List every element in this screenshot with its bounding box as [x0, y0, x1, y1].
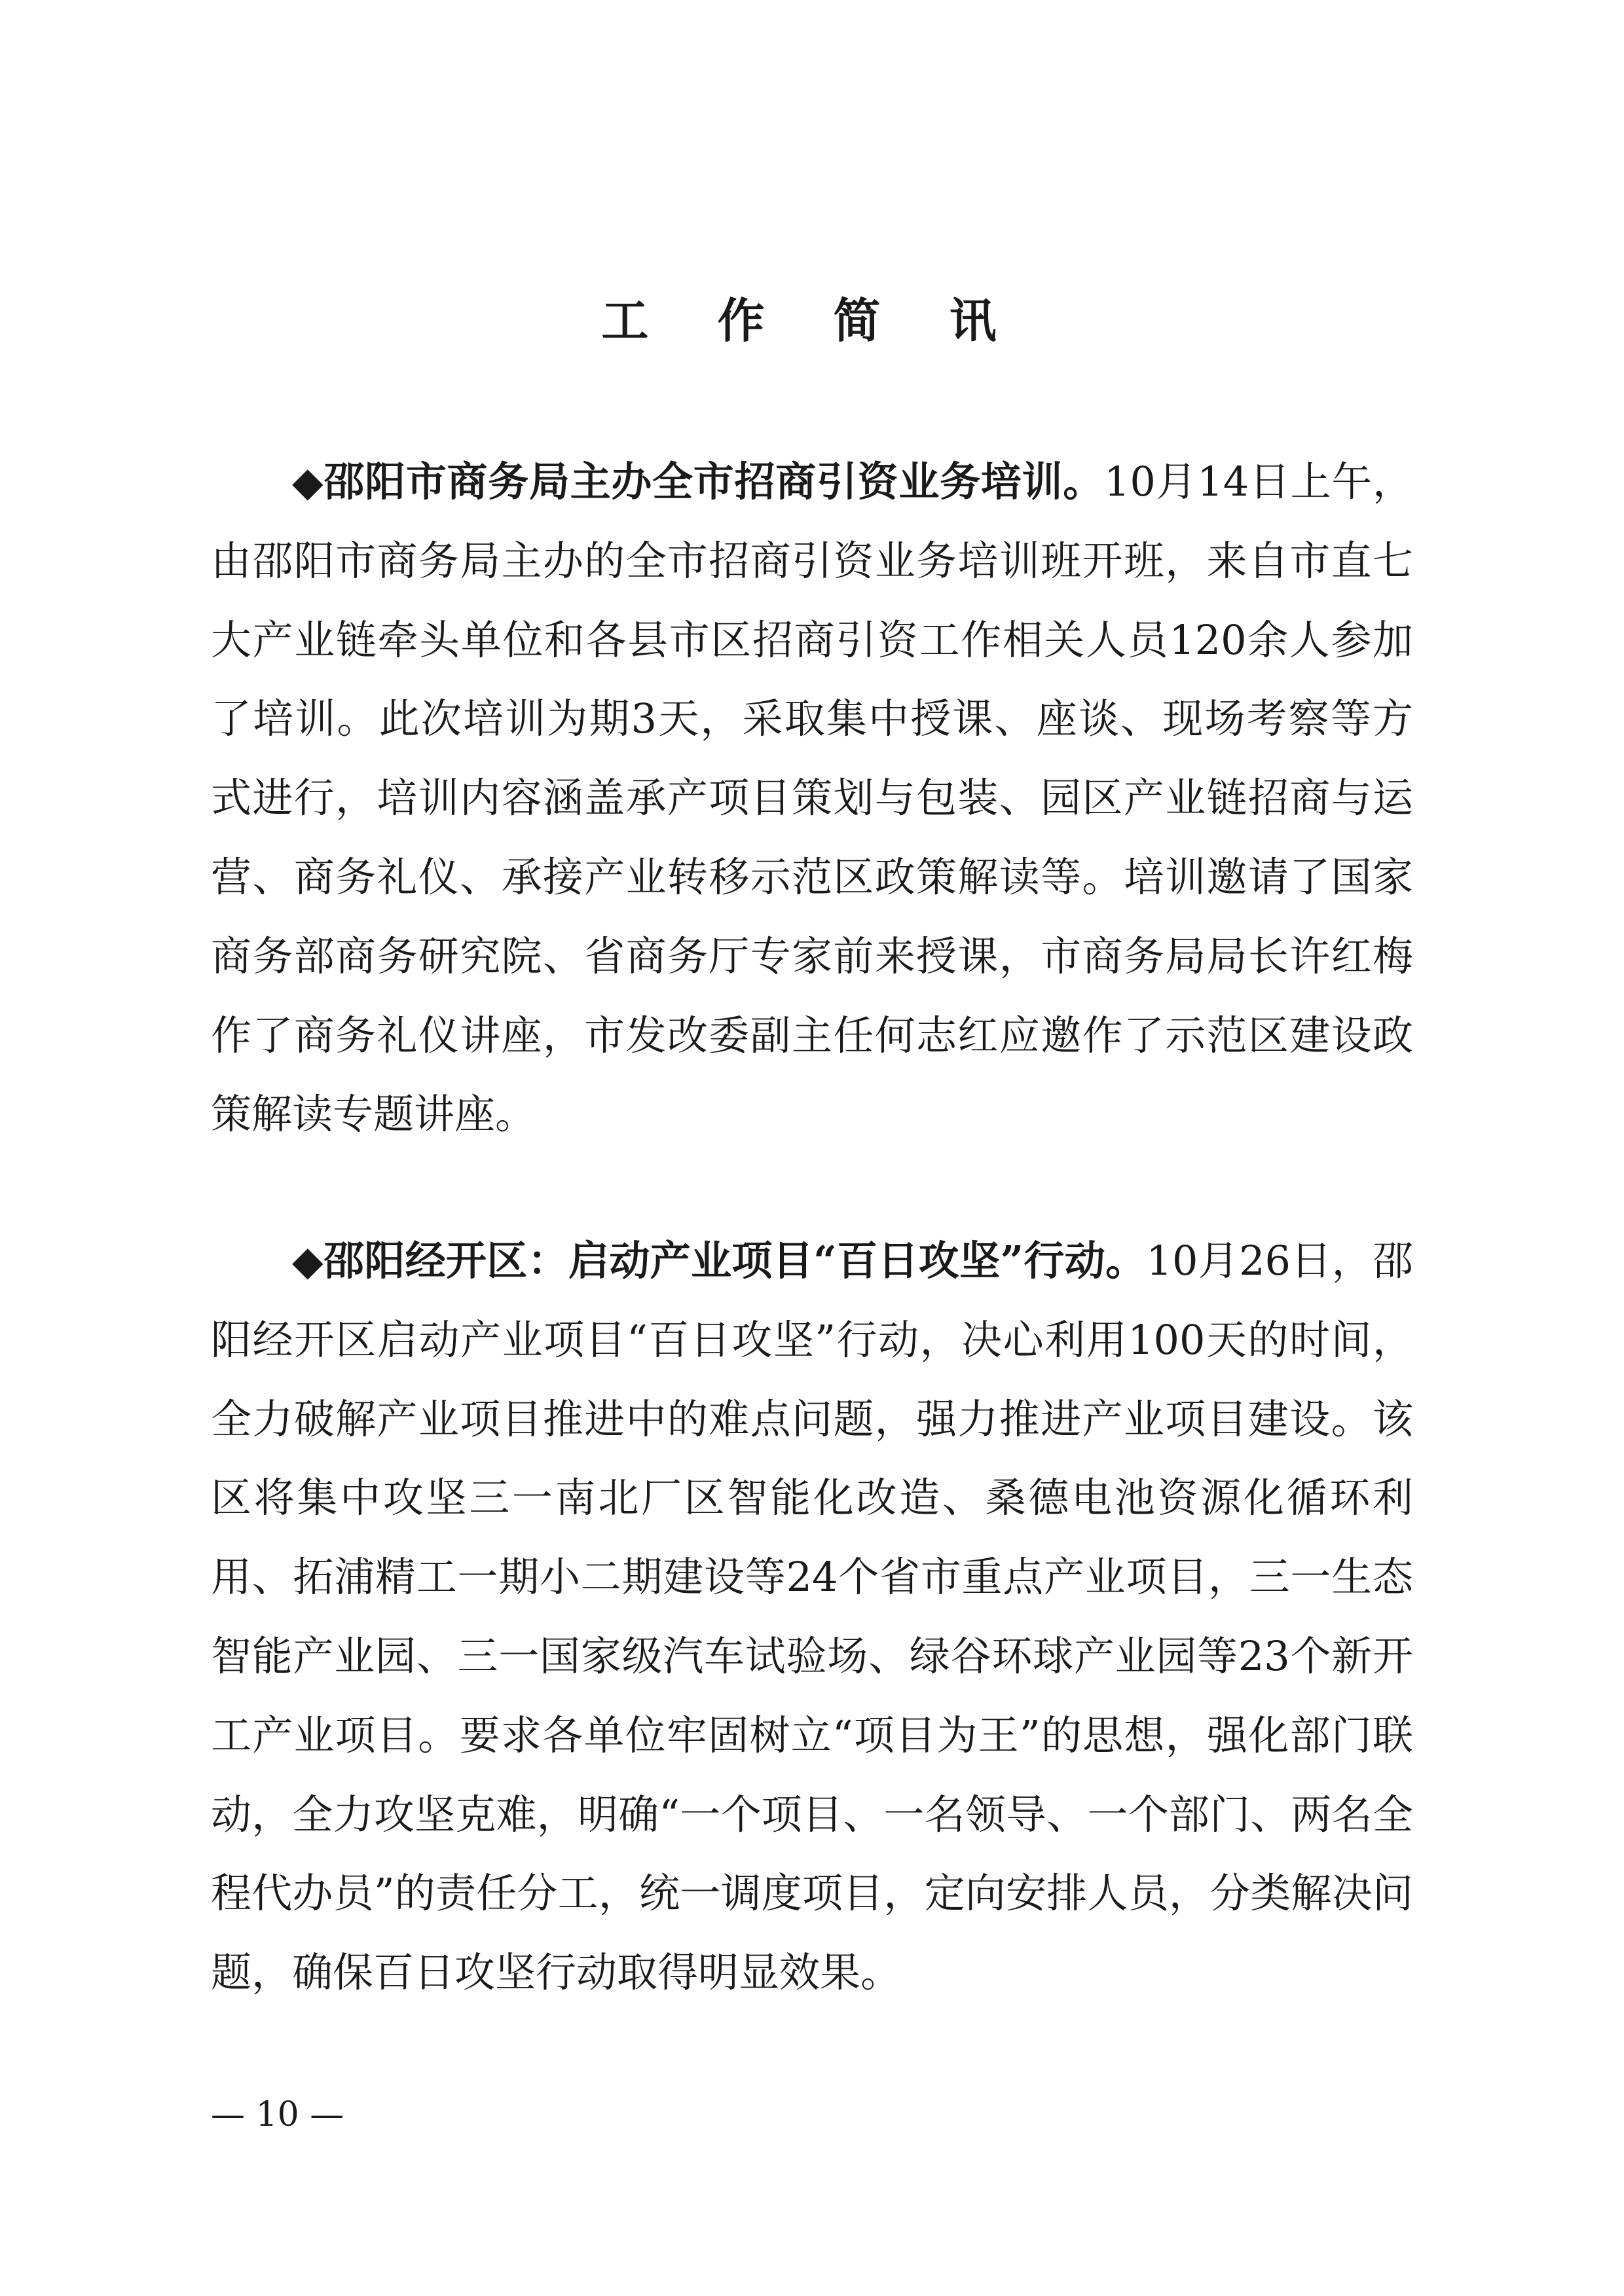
- news-item-headline: ◆邵阳经开区：启动产业项目“百日攻坚”行动。: [292, 1237, 1147, 1285]
- news-item: [211, 1222, 1413, 2013]
- news-item-body: 10月14日上午，由邵阳市商务局主办的全市招商引资业务培训班开班，来自市直七大产业链牵头单位和各县市区招商引资工作相关人员120余人参加了培训。此次培训为期3天，采取集中授课、座谈、现场考察等方式进行，培训内容涵盖承产项目策划与包装、园区产业链招商与运营、商务礼仪、承接产业转移示范区政策解读等。培训邀请了国家商务部商务研究院、省商务厅专家前来授课，市商务局局长许红梅作了商务礼仪讲座，市发改委副主任何志红应邀作了示范区建设政策解读专题讲座。: [211, 458, 1413, 1139]
- page-number: — 10 —: [211, 2095, 344, 2134]
- news-item: [211, 443, 1413, 1154]
- news-item-headline: ◆邵阳市商务局主办全市招商引资业务培训。: [292, 458, 1104, 505]
- news-item-body: 10月26日，邵阳经开区启动产业项目“百日攻坚”行动，决心利用100天的时间，全力破解产业项目推进中的难点问题，强力推进产业项目建设。该区将集中攻坚三一南北厂区智能化改造、桑德电池资源化循环利用、拓浦精工一期小二期建设等24个省市重点产业项目，三一生态智能产业园、三一国家级汽车试验场、绿谷环球产业园等23个新开工产业项目。要求各单位牢固树立“项目为王”的思想，强化部门联动，全力攻坚克难，明确“一个项目、一名领导、一个部门、两名全程代办员”的责任分工，统一调度项目，定向安排人员，分类解决问题，确保百日攻坚行动取得明显效果。: [211, 1237, 1413, 1997]
- page-title: 工 作 简 讯: [601, 293, 1023, 348]
